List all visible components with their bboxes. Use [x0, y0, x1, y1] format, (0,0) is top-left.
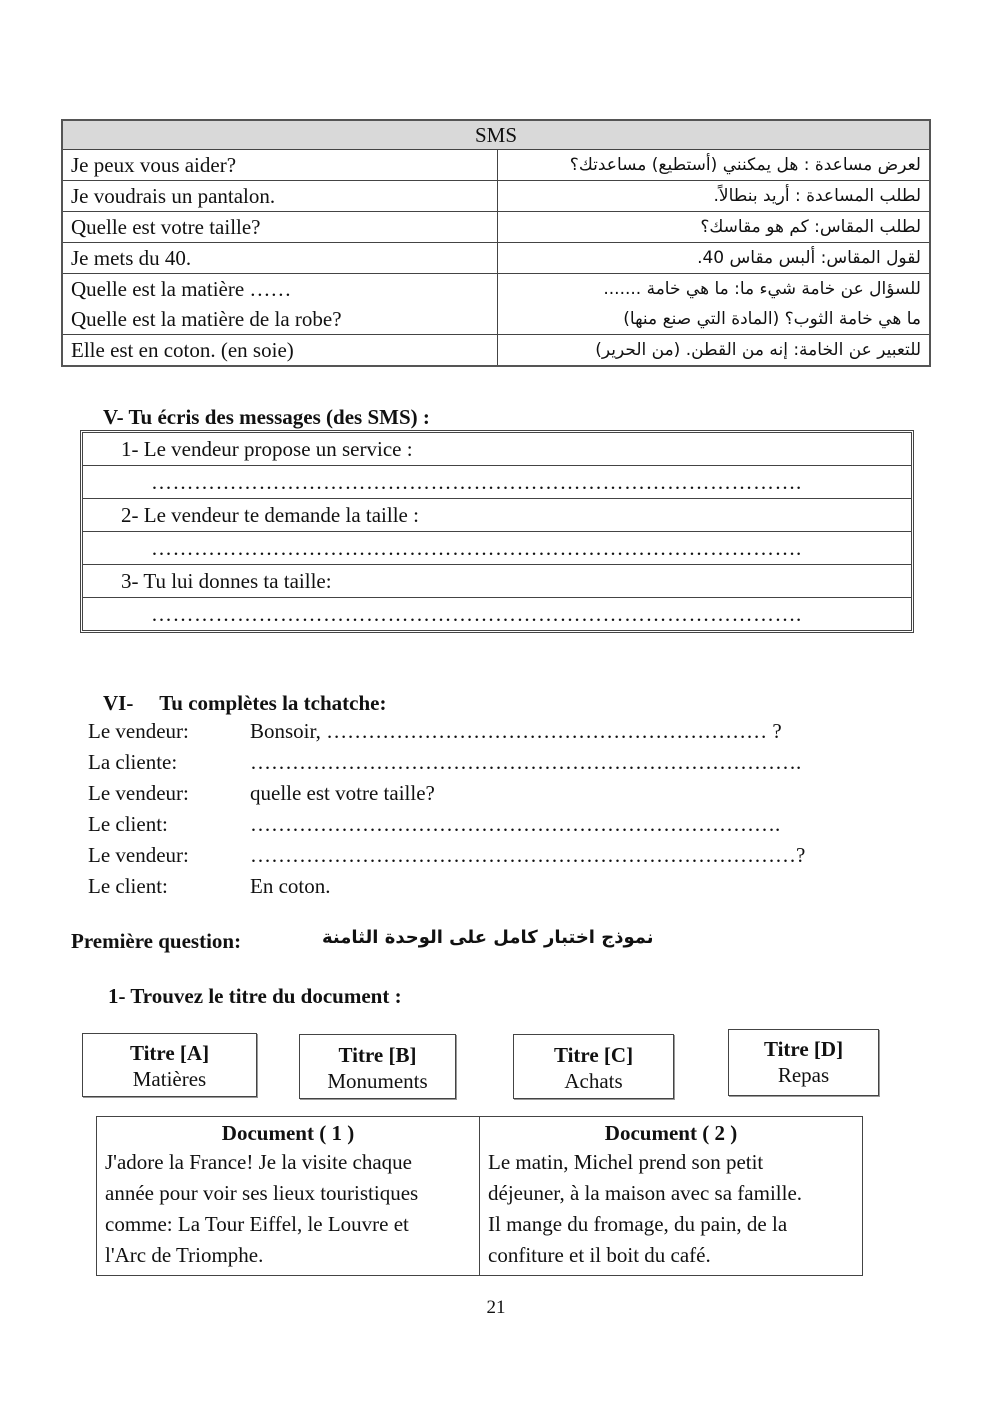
- answer-field[interactable]: [83, 598, 911, 630]
- document-line: l'Arc de Triomphe.: [105, 1243, 264, 1267]
- document-line: déjeuner, à la maison avec sa famille.: [488, 1181, 803, 1205]
- french-cell: Je peux vous aider?: [62, 150, 498, 181]
- chat-text[interactable]: Bonsoir, ……………………………………………………… ?: [250, 719, 782, 743]
- option-value: Matières: [132, 1067, 207, 1091]
- chat-text[interactable]: ……………………………………………………………………?: [250, 843, 806, 867]
- chat-text: quelle est votre taille?: [250, 781, 435, 805]
- chat-text: En coton.: [250, 874, 331, 898]
- french-cell: Elle est en coton. (en soie): [62, 335, 498, 367]
- sms-table-header: SMS: [62, 120, 930, 150]
- document-line: J'adore la France! Je la visite chaque: [105, 1150, 412, 1174]
- arabic-cell: لطلب المساعدة : أريد بنطالاً.: [498, 181, 931, 212]
- option-label: Titre [A]: [129, 1041, 210, 1065]
- french-cell: Je mets du 40.: [62, 243, 498, 274]
- arabic-cell: [498, 274, 931, 335]
- speaker: Le vendeur:: [88, 843, 189, 867]
- arabic-exam-title: نموذج اختبار كامل على الوحدة الثامنة: [322, 927, 654, 948]
- documents-table: [96, 1116, 863, 1276]
- chat-text[interactable]: ………………………………………………………………….: [250, 812, 781, 836]
- speaker: Le client:: [88, 812, 168, 836]
- chat-line: [88, 747, 805, 778]
- document-line: année pour voir ses lieux touristiques: [105, 1181, 419, 1205]
- option-value: Achats: [564, 1069, 623, 1093]
- answer-field[interactable]: [83, 466, 911, 499]
- french-line: Quelle est la matière ……: [71, 277, 292, 301]
- option-label: Titre [D]: [763, 1037, 844, 1061]
- title-option-c[interactable]: [513, 1034, 674, 1099]
- first-question-label: Première question:: [71, 929, 242, 953]
- instruction-find-title: 1- Trouvez le titre du document :: [108, 984, 402, 1008]
- arabic-line: للسؤال عن خامة شيء ما: ما هي خامة .......: [603, 279, 921, 299]
- table-row: [62, 335, 930, 367]
- document-line: confiture et il boit du café.: [488, 1243, 711, 1267]
- french-cell: Je voudrais un pantalon.: [62, 181, 498, 212]
- table-row: [62, 243, 930, 274]
- chat-line: [88, 871, 805, 902]
- section-vi-title: VI- Tu complètes la tchatche:: [103, 691, 387, 715]
- question-text: 2- Le vendeur te demande la taille :: [121, 503, 419, 527]
- document-title: Document ( 1 ): [221, 1121, 355, 1145]
- table-row: [62, 181, 930, 212]
- table-row: [62, 150, 930, 181]
- arabic-cell: لعرض مساعدة : هل يمكنني (أستطيع) مساعدتك؟: [498, 150, 931, 181]
- question-text: 1- Le vendeur propose un service :: [121, 437, 413, 461]
- option-label: Titre [C]: [553, 1043, 634, 1067]
- chat-line: [88, 716, 805, 747]
- arabic-cell: لقول المقاس: ألبس مقاس 40.: [498, 243, 931, 274]
- speaker: Le client:: [88, 874, 168, 898]
- speaker: Le vendeur:: [88, 781, 189, 805]
- arabic-line: ما هي خامة الثوب؟ (المادة التي صنع منها): [623, 309, 921, 329]
- sms-table: [61, 119, 931, 367]
- section-v-title: V- Tu écris des messages (des SMS) :: [103, 405, 430, 429]
- exercise-question: [83, 565, 911, 598]
- table-row: [62, 212, 930, 243]
- speaker: La cliente:: [88, 750, 178, 774]
- document-line: comme: La Tour Eiffel, le Louvre et: [105, 1212, 409, 1236]
- document-title: Document ( 2 ): [604, 1121, 738, 1145]
- chat-line: [88, 778, 805, 809]
- page-number: 21: [486, 1297, 506, 1318]
- french-line: Quelle est la matière de la robe?: [71, 307, 342, 331]
- answer-dots: ……………………………………………………………………………….: [151, 536, 802, 560]
- option-value: Monuments: [327, 1069, 428, 1093]
- title-option-b[interactable]: [299, 1034, 456, 1099]
- chat-line: [88, 809, 805, 840]
- chat-text[interactable]: …………………………………………………………………….: [250, 750, 802, 774]
- document-1: [97, 1117, 480, 1276]
- arabic-cell: للتعبير عن الخامة: إنه من القطن. (من الحرير): [498, 335, 931, 367]
- chat-line: [88, 840, 805, 871]
- option-label: Titre [B]: [338, 1043, 417, 1067]
- title-option-a[interactable]: [82, 1033, 257, 1097]
- sms-exercise-box: [80, 430, 914, 633]
- arabic-cell: لطلب المقاس: كم هو مقاسك؟: [498, 212, 931, 243]
- answer-dots: ……………………………………………………………………………….: [151, 602, 802, 626]
- exercise-question: [83, 499, 911, 532]
- french-cell: Quelle est votre taille?: [62, 212, 498, 243]
- answer-field[interactable]: [83, 532, 911, 565]
- table-row: [62, 274, 930, 335]
- option-value: Repas: [777, 1063, 830, 1087]
- document-line: Il mange du fromage, du pain, de la: [488, 1212, 788, 1236]
- document-line: Le matin, Michel prend son petit: [488, 1150, 764, 1174]
- french-cell: [62, 274, 498, 335]
- document-2: [480, 1117, 863, 1276]
- question-text: 3- Tu lui donnes ta taille:: [121, 569, 332, 593]
- exercise-question: [83, 433, 911, 466]
- answer-dots: ……………………………………………………………………………….: [151, 470, 802, 494]
- chat-dialogue: [88, 716, 805, 902]
- speaker: Le vendeur:: [88, 719, 189, 743]
- title-option-d[interactable]: [728, 1029, 879, 1096]
